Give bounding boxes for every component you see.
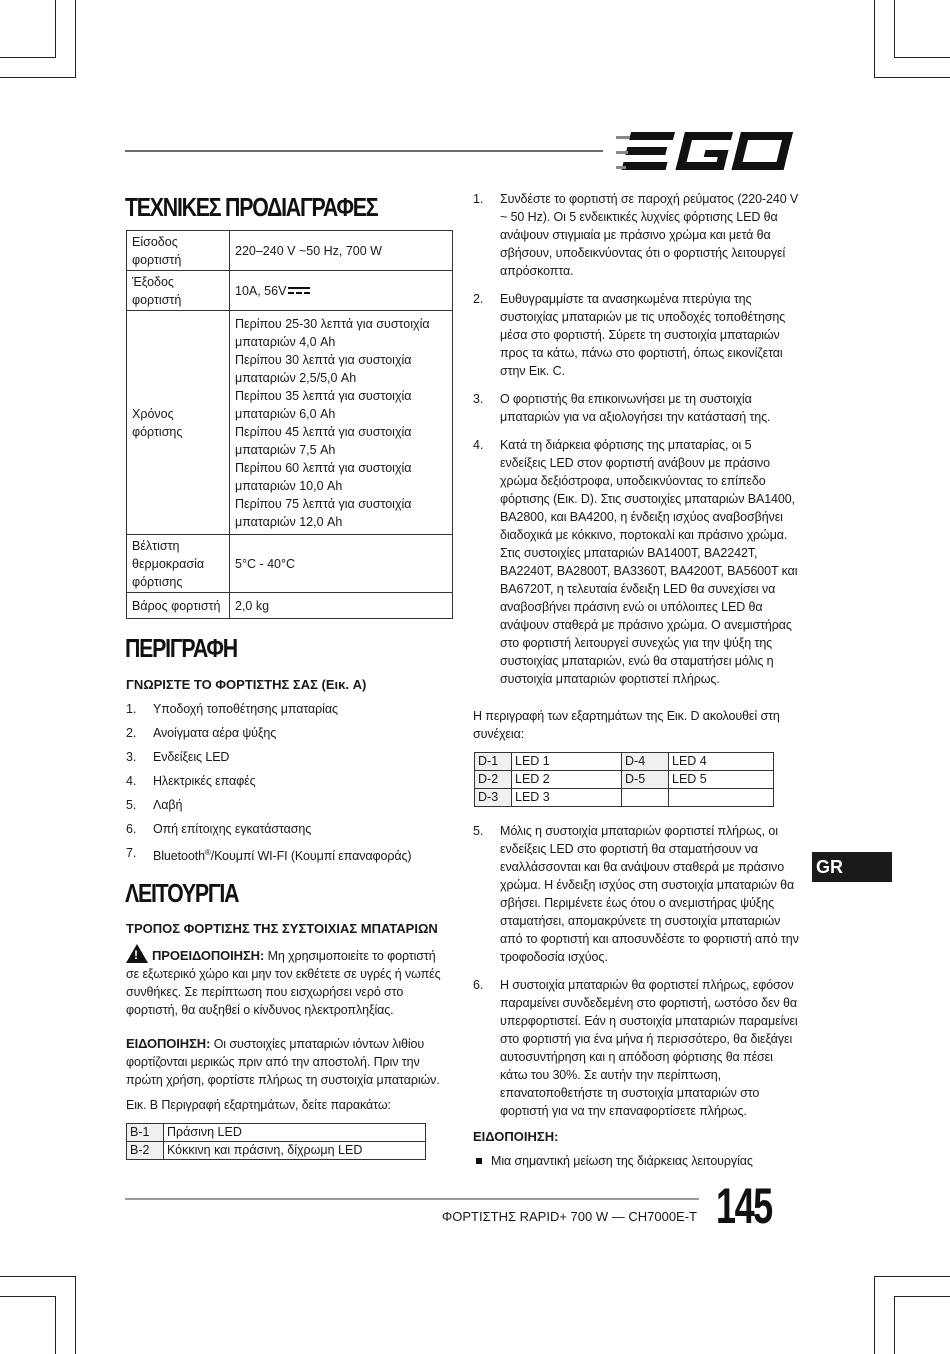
item-number: 1. [126,702,137,716]
list-item [126,700,456,718]
part-code [622,789,669,807]
list-item [473,390,800,426]
crop-mark [55,0,56,58]
table-row [127,1142,426,1160]
crop-mark [0,57,56,58]
list-item [126,748,456,766]
item-text: Η συστοιχία μπαταριών θα φορτιστεί πλήρως, εφόσον παραμείνει συνδεδεμένη στο φορτιστή, ωστόσο δεν θα υπερφορτιστεί. Εάν η συστοιχία μπαταριών παραμείνει στο φορτιστή για ένα μήνα ή περισσότερο, θα διεξάγει αυτοσυντήρηση και η απόδοση φόρτισης θα πέσει κάτω του 30%. Σε αυτήν την περίπτωση, επανατοποθετήστε τη συστοιχία μπαταριών στο φορτιστή για να την επαναφορτίσετε πλήρως. [500,978,798,1118]
description-subtitle: ΓΝΩΡΙΣΤΕ ΤΟ ΦΟΡΤΙΣΤΗΣ ΣΑΣ (Εικ. A) [126,677,367,692]
list-item [126,724,456,742]
language-tab-label: GR [816,857,843,877]
warning-label: ΠΡΟΕΙΔΟΠΟΙΗΣΗ: [152,948,265,963]
crop-mark [0,1276,76,1277]
header-rule [125,150,603,152]
spec-value [230,311,453,535]
crop-mark [874,1276,950,1277]
item-text: Κατά τη διάρκεια φόρτισης της μπαταρίας, οι 5 ενδείξεις LED στον φορτιστή ανάβουν με πράσινο χρώμα δεξιόστροφα, υποδεικνύοντας το επίπεδο φόρτισης (Εικ. D). Στις συστοιχίες μπαταριών BA1400, BA2800, και BA4200, η ένδειξη ισχύος αναβοσβήνει διαδοχικά με κόκκινο, πορτοκαλί και πράσινο χρώμα. Στις συστοιχίες μπαταριών BA1400T, BA2242T, BA2240T, BA2800T, BA3360T, BA4200T, BA5600T και BA6720T, η τελευταία ένδειξη LED θα συνεχίσει να αναβοσβήνει πράσινη ενώ οι υπόλοιπες LED θα ανάψουν σταθερά με πράσινο χρώμα. Ο ανεμιστήρας στο φορτιστή λειτουργεί συνεχώς για την ψύξη της συστοιχίας μπαταριών, ενώ θα σταματήσει μόλις η συστοιχία μπαταριών φορτιστεί πλήρως. [500,438,798,686]
fig-d-table [474,752,774,807]
crop-mark [0,77,76,78]
list-item [473,290,800,380]
charging-steps-continued [473,822,800,1130]
part-desc: LED 5 [669,771,774,789]
square-bullet-icon [476,1158,482,1164]
item-text: Ευθυγραμμίστε τα ανασηκωμένα πτερύγια της συστοιχίας μπαταριών με τις υποδοχές τοποθέτησης μέσα στο φορτιστή. Σύρετε τη συστοιχία μπαταριών προς τα κάτω, πάνω στο φορτιστή, όπως εικονίζεται στην Εικ. C. [500,292,786,378]
item-text: Ο φορτιστής θα επικοινωνήσει με τη συστοιχία μπαταριών για να αξιολογήσει την κατάστασή της. [500,392,771,424]
item-text: /Κουμπί WI-FI (Κουμπί επαναφοράς) [210,849,412,864]
ego-logo [616,128,800,174]
crop-mark [894,0,895,58]
table-row [475,789,774,807]
part-code: D-3 [475,789,512,807]
table-row [475,753,774,771]
part-desc [669,789,774,807]
charge-time-line: Περίπου 30 λεπτά για συστοιχία μπαταριών 2,5/5,0 Ah [235,352,412,385]
table-row [475,771,774,789]
language-tab [812,852,892,882]
spec-value: 220–240 V ~50 Hz, 700 W [230,231,453,271]
dc-current-icon [288,286,310,296]
crop-mark [894,1296,895,1354]
item-text: Οπή επίτοιχης εγκατάστασης [153,822,312,836]
item-number: 4. [126,774,137,788]
item-number: 2. [126,726,137,740]
spec-title: ΤΕΧΝΙΚΕΣ ΠΡΟΔΙΑΓΡΑΦΕΣ [125,192,378,222]
part-code: B-1 [127,1124,164,1142]
crop-mark [55,1296,56,1354]
registered-mark: ® [204,848,211,857]
spec-label: Χρόνος φόρτισης [127,311,230,535]
part-code: D-1 [475,753,512,771]
table-row [127,311,453,535]
list-item [126,844,456,865]
crop-mark [874,0,875,78]
charging-steps [473,190,800,688]
table-row [127,535,453,593]
item-number: 4. [473,438,484,452]
part-desc: LED 1 [512,753,622,771]
list-item [473,190,800,280]
charge-time-line: Περίπου 60 λεπτά για συστοιχία μπαταριών 10,0 Ah [235,460,412,493]
list-item [126,820,456,838]
part-desc: Πράσινη LED [164,1124,426,1142]
part-desc: LED 3 [512,789,622,807]
warning-paragraph [126,944,450,1019]
crop-mark [75,0,76,78]
spec-value [230,271,453,311]
charge-time-line: Περίπου 25-30 λεπτά για συστοιχία μπαταριών 4,0 Ah [235,316,430,349]
item-text: Ενδείξεις LED [153,750,230,764]
table-row [127,593,453,619]
notice2-bullet [473,1152,800,1170]
charge-time-line: Περίπου 75 λεπτά για συστοιχία μπαταριών 12,0 Ah [235,496,412,529]
description-title: ΠΕΡΙΓΡΑΦΗ [125,633,237,663]
ego-logo-graphic [616,128,800,174]
fig-d-intro: Η περιγραφή των εξαρτημάτων της Εικ. D ακολουθεί στη συνέχεια: [473,709,780,741]
item-number: 6. [473,978,484,992]
spec-label: Βάρος φορτιστή [127,593,230,619]
operation-title: ΛΕΙΤΟΥΡΓΙΑ [125,878,239,908]
crop-mark [894,1296,950,1297]
item-text: Ηλεκτρικές επαφές [153,774,256,788]
item-text: Υποδοχή τοποθέτησης μπαταρίας [153,702,338,716]
list-item [473,976,800,1120]
item-number: 1. [473,192,484,206]
fig-b-intro: Εικ. B Περιγραφή εξαρτημάτων, δείτε παρακάτω: [126,1098,391,1112]
warning-icon: ! [126,944,148,963]
list-item [473,822,800,966]
item-number: 3. [473,392,484,406]
charge-time-line: Περίπου 45 λεπτά για συστοιχία μπαταριών 7,5 Ah [235,424,412,457]
charge-time-line: Περίπου 35 λεπτά για συστοιχία μπαταριών 6,0 Ah [235,388,412,421]
footer-title: ΦΟΡΤΙΣΤΗΣ RAPID+ 700 W — CH7000E-T [441,1209,697,1224]
item-text: Ανοίγματα αέρα ψύξης [153,726,277,740]
spec-value: 5°C - 40°C [230,535,453,593]
spec-value-text: 10A, 56V [235,283,287,298]
item-text: Bluetooth [153,849,205,864]
crop-mark [894,57,950,58]
part-desc: LED 4 [669,753,774,771]
item-number: 5. [126,798,137,812]
item-number: 3. [126,750,137,764]
part-code: D-4 [622,753,669,771]
table-row [127,231,453,271]
item-number: 6. [126,822,137,836]
list-item [473,436,800,688]
list-item [126,796,456,814]
notice-label: ΕΙΔΟΠΟΙΗΣΗ: [126,1036,211,1051]
table-row [127,271,453,311]
parts-list [126,700,456,865]
fig-b-table [126,1123,426,1160]
footer-rule [125,1198,699,1200]
item-number: 5. [473,824,484,838]
crop-mark [75,1276,76,1354]
bullet-text: Μια σημαντική μείωση της διάρκειας λειτουργίας [491,1154,753,1168]
item-number: 2. [473,292,484,306]
page-number: 145 [716,1178,772,1234]
notice-paragraph [126,1035,450,1089]
table-row [127,1124,426,1142]
crop-mark [0,1296,56,1297]
item-number: 7. [126,846,137,860]
part-code: D-2 [475,771,512,789]
spec-value: 2,0 kg [230,593,453,619]
item-text: Συνδέστε το φορτιστή σε παροχή ρεύματος (220-240 V ~ 50 Hz). Οι 5 ενδεικτικές λυχνίες φόρτισης LED θα ανάψουν στιγμιαία με πράσινο χρώμα και μετά θα σβήσουν, υποδεικνύοντας ότι ο φορτιστής λειτουργεί απρόσκοπτα. [500,192,799,278]
spec-label: Έξοδος φορτιστή [127,271,230,311]
part-code: D-5 [622,771,669,789]
part-code: B-2 [127,1142,164,1160]
spec-label: Είσοδος φορτιστή [127,231,230,271]
crop-mark [874,1276,875,1354]
crop-mark [874,77,950,78]
notice-text: Οι συστοιχίες μπαταριών ιόντων λιθίου φορτίζονται μερικώς πριν από την αποστολή. Πριν την πρώτη χρήση, φορτίστε πλήρως τη συστοιχία μπαταριών. [126,1037,440,1087]
part-desc: Κόκκινη και πράσινη, δίχρωμη LED [164,1142,426,1160]
spec-label: Βέλτιστη θερμοκρασία φόρτισης [127,535,230,593]
item-text: Λαβή [153,798,183,812]
item-text: Μόλις η συστοιχία μπαταριών φορτιστεί πλήρως, οι ενδείξεις LED στο φορτιστή θα σταματήσουν να εναλλάσσονται και θα ανάψουν σταθερά με πράσινο χρώμα. Η ένδειξη ισχύος στη συστοιχία μπαταριών θα σβήσει. Περιμένετε έως ότου ο ανεμιστήρας ψύξης σταματήσει, απομακρύνετε τη συστοιχία μπαταριών από το φορτιστή και αποσυνδέστε το φορτιστή από την τροφοδοσία ισχύος. [500,824,799,964]
notice2-label: ΕΙΔΟΠΟΙΗΣΗ: [473,1129,559,1144]
warning-text: Μη χρησιμοποιείτε το φορτιστή σε εξωτερικό χώρο και μην τον εκθέτετε σε υγρές ή νωπές συνθήκες. Σε περίπτωση που εισχωρήσει νερό στο φορτιστή, θα αυξηθεί ο κίνδυνος ηλεκτροπληξίας. [126,949,441,1017]
operation-subtitle: ΤΡΟΠΟΣ ΦΟΡΤΙΣΗΣ ΤΗΣ ΣΥΣΤΟΙΧΙΑΣ ΜΠΑΤΑΡΙΩΝ [126,921,438,936]
list-item [126,772,456,790]
spec-table [126,230,453,619]
part-desc: LED 2 [512,771,622,789]
